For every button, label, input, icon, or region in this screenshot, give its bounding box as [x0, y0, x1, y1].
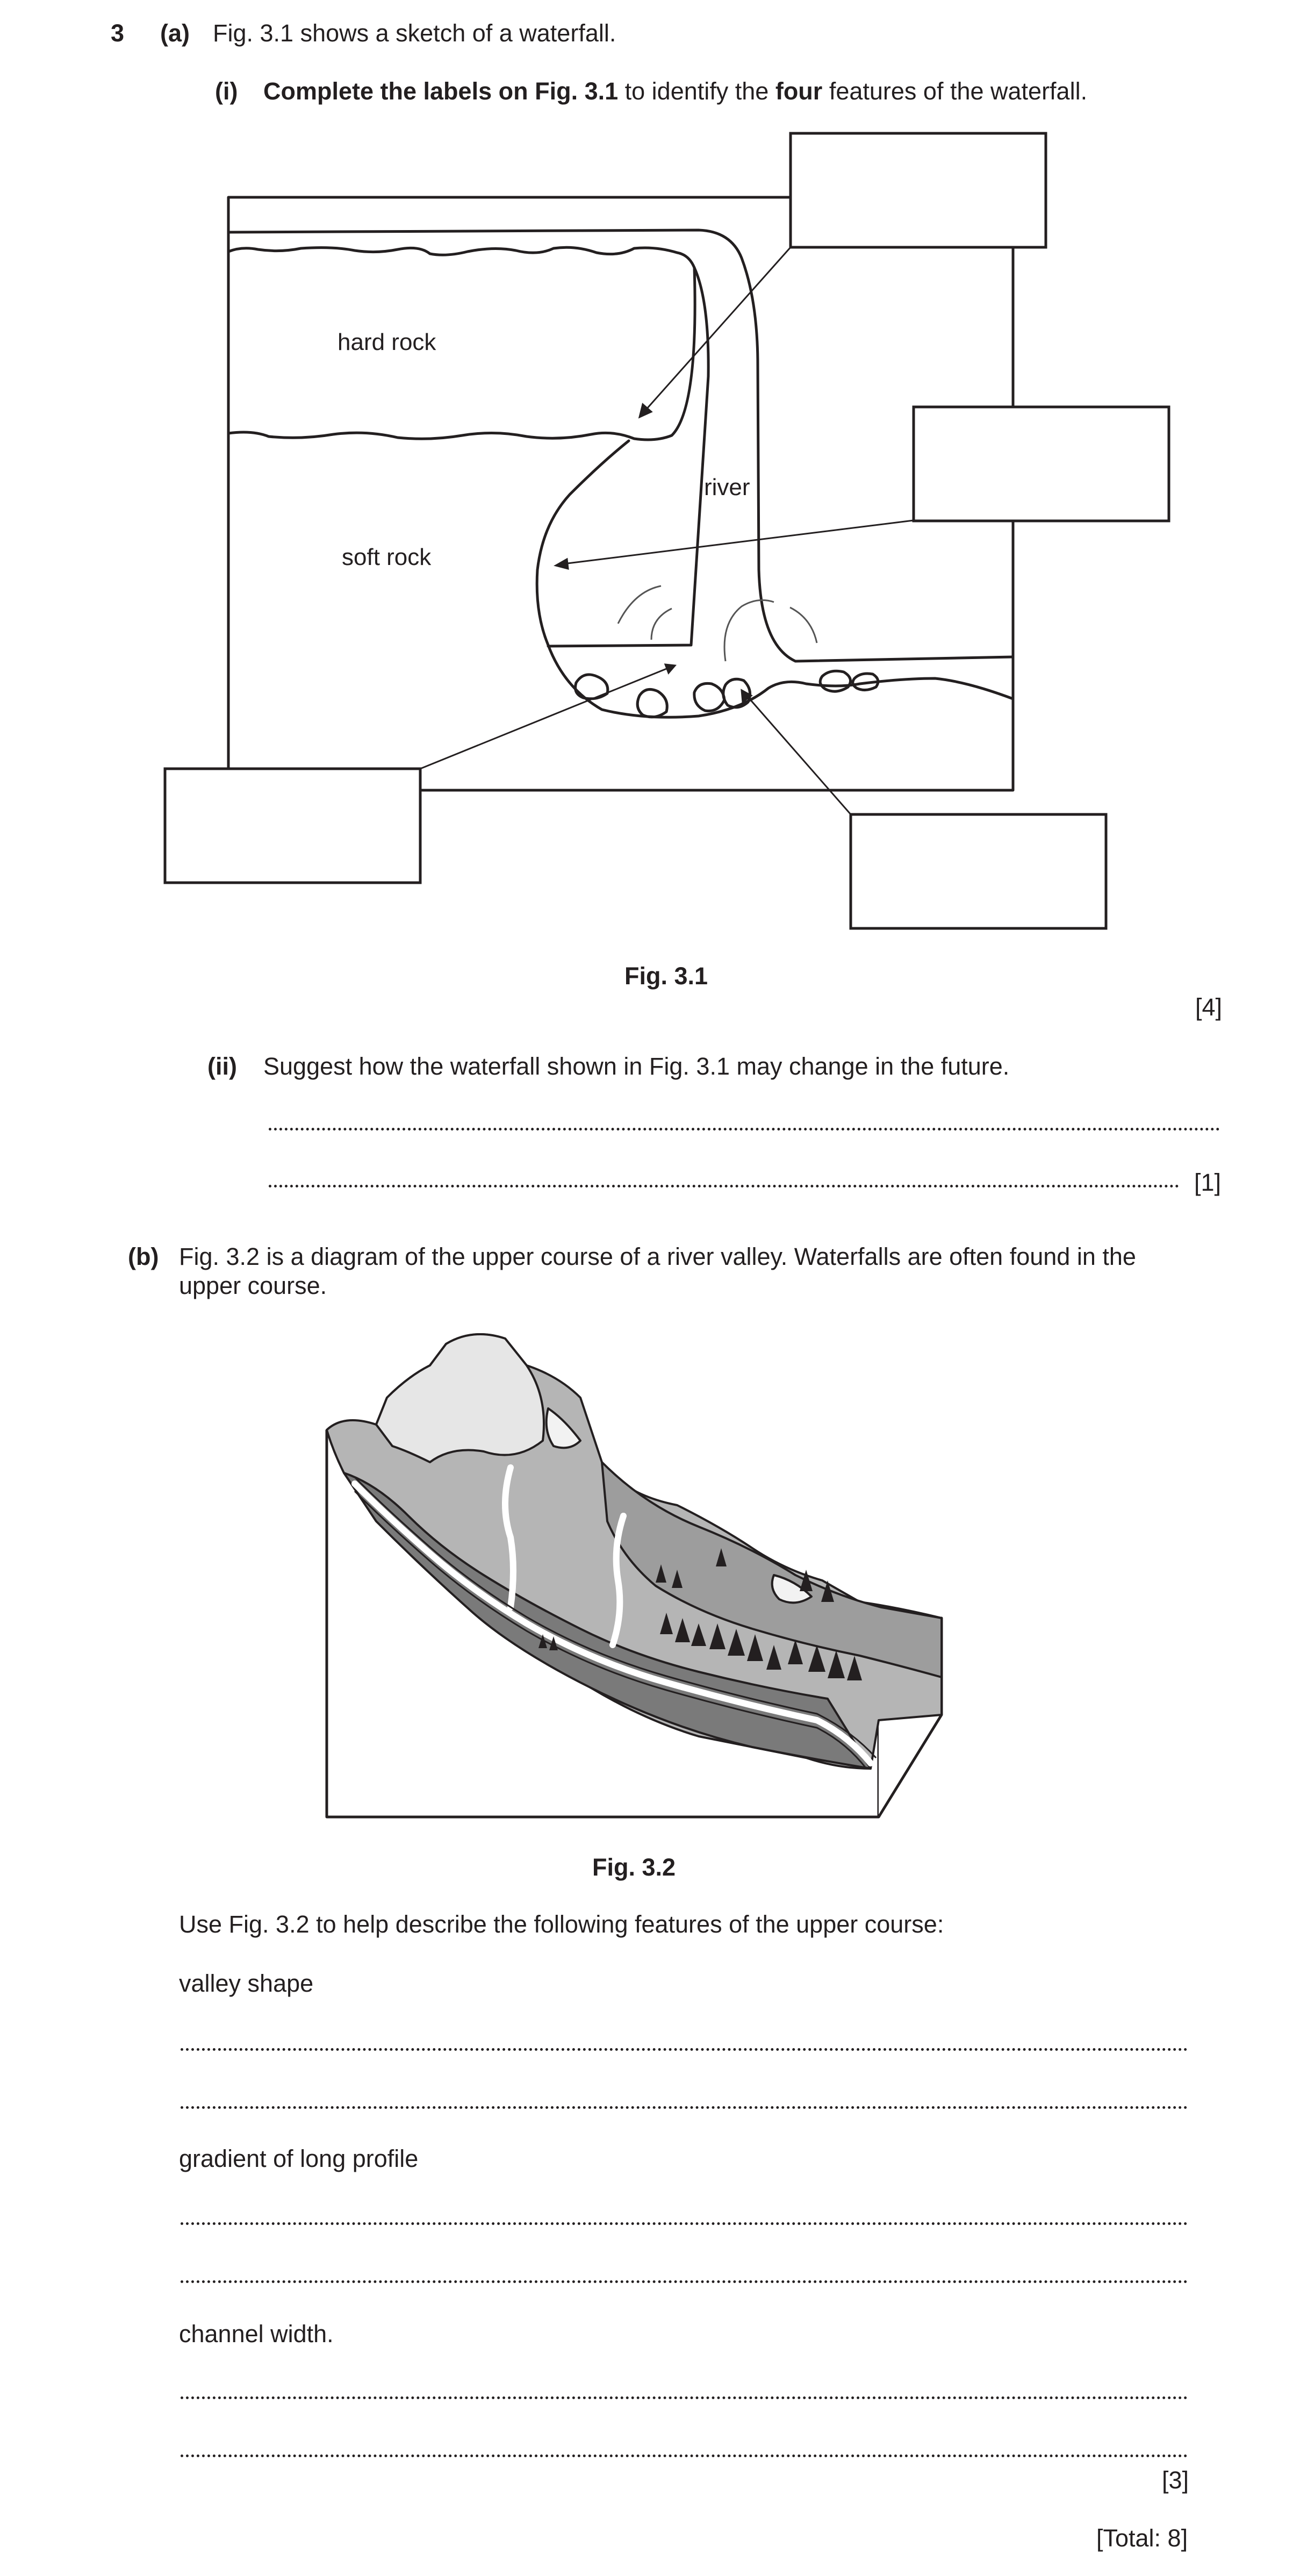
sub-ii-text: Suggest how the waterfall shown in Fig. 3.1 may change in the future. [263, 1053, 1010, 1080]
sub-i-label: (i) [215, 77, 238, 105]
mountain-peak [376, 1334, 544, 1462]
part-a-label: (a) [160, 19, 190, 47]
sub-i-text-end: features of the waterfall. [829, 77, 1088, 105]
feature-channel-width: channel width. [179, 2320, 334, 2348]
marks-b: [3] [1162, 2466, 1189, 2494]
answer-line[interactable] [181, 2106, 1188, 2109]
river-label: river [704, 474, 750, 500]
answer-line[interactable] [181, 2280, 1188, 2283]
part-b-intro-line1: Fig. 3.2 is a diagram of the upper course of a river valley. Waterfalls are often found in the [179, 1243, 1136, 1270]
feature-gradient: gradient of long profile [179, 2145, 419, 2172]
sub-i-bold-word: four [775, 77, 823, 105]
marks-a-i: [4] [1195, 993, 1223, 1021]
feature-valley-shape: valley shape [179, 1970, 314, 1997]
hard-rock-label: hard rock [337, 329, 436, 355]
total-marks: [Total: 8] [1096, 2524, 1188, 2552]
answer-line[interactable] [181, 2222, 1188, 2225]
part-a-intro: Fig. 3.1 shows a sketch of a waterfall. [213, 19, 616, 47]
marks-a-ii: [1] [1194, 1169, 1222, 1196]
part-b-label: (b) [128, 1243, 159, 1270]
answer-line[interactable] [181, 2396, 1188, 2399]
fig-3-2-caption: Fig. 3.2 [592, 1854, 676, 1881]
part-b-intro-line2: upper course. [179, 1272, 327, 1299]
sub-i-bold-start: Complete the labels on Fig. 3.1 [263, 77, 619, 105]
answer-line[interactable] [181, 2048, 1188, 2051]
sub-i-text-mid: to identify the [624, 77, 769, 105]
fig-3-1-caption: Fig. 3.1 [624, 962, 708, 990]
answer-line[interactable] [181, 2455, 1188, 2457]
soft-rock-label: soft rock [342, 544, 432, 570]
sub-ii-label: (ii) [207, 1053, 237, 1080]
part-b-instruction: Use Fig. 3.2 to help describe the following features of the upper course: [179, 1910, 944, 1938]
question-number: 3 [111, 19, 125, 47]
